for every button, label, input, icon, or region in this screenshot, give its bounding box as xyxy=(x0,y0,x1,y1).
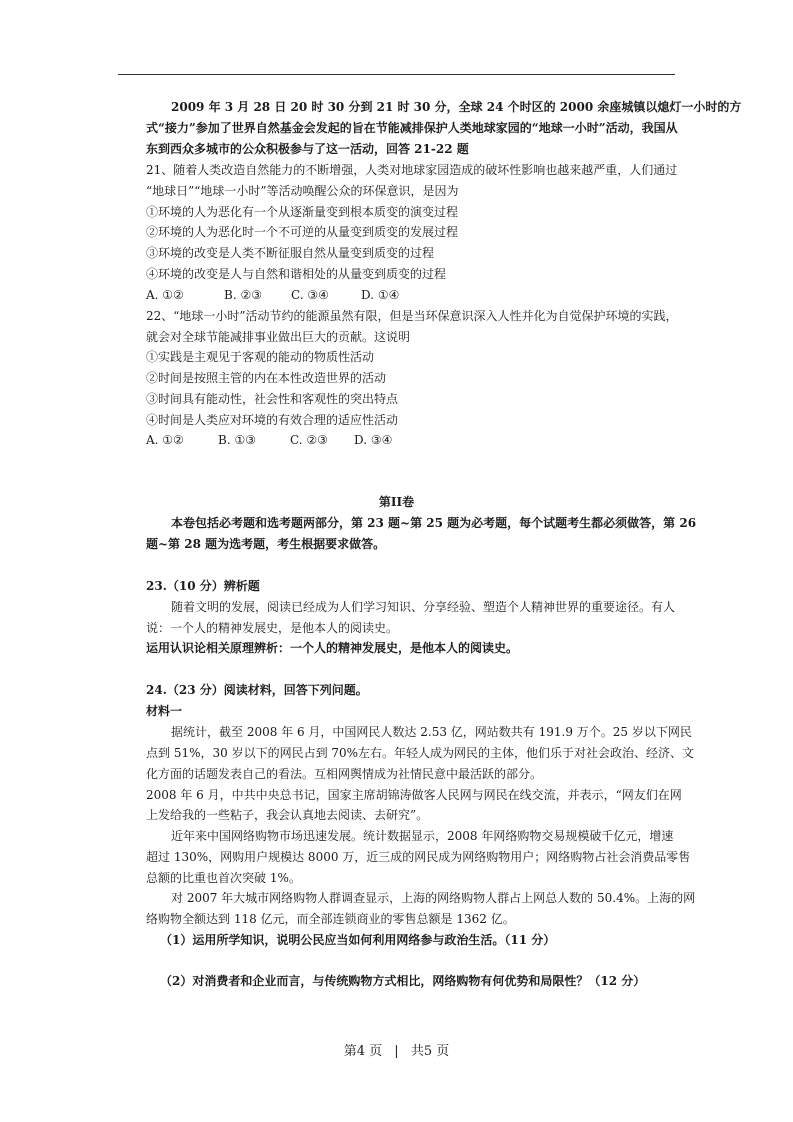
q22-choices xyxy=(146,432,392,448)
part2-desc-2: 题~第 28 题为选考题，考生根据要求做答。 xyxy=(146,537,386,551)
q24-material-label: 材料一 xyxy=(146,704,183,718)
intro-line-1: 2009 年 3 月 28 日 20 时 30 分到 21 时 30 分，全球 24 个时区的 2000 余座城镇以熄灯一小时的方 xyxy=(171,100,742,114)
q21-choice-c: C. ③④ xyxy=(291,288,329,302)
q22-item-2: ②时间是按照主管的内在本性改造世界的活动 xyxy=(146,371,387,385)
q22-stem-2: 就会对全球节能减排事业做出巨大的贡献。这说明 xyxy=(146,330,411,344)
q24-material-line-9: 对 2007 年大城市网络购物人群调查显示，上海的网络购物人群占上网总人数的 50.4%。上海的网 xyxy=(171,891,696,905)
q24-material-line-6: 近年来中国网络购物市场迅速发展。统计数据显示，2008 年网络购物交易规模破千亿元，增速 xyxy=(171,829,674,843)
page-number: 第4 页 xyxy=(343,1044,383,1059)
q21-item-1: ①环境的人为恶化有一个从逐渐量变到根本质变的演变过程 xyxy=(146,205,459,219)
q22-item-3: ③时间具有能动性，社会性和客观性的突出特点 xyxy=(146,392,399,406)
page-total: 共5 页 xyxy=(410,1044,450,1059)
page-footer xyxy=(0,1040,793,1059)
footer-separator: | xyxy=(394,1044,399,1059)
q22-item-4: ④时间是人类应对环境的有效合理的适应性活动 xyxy=(146,413,399,427)
q23-para-2: 说：一个人的精神发展史，是他本人的阅读史。 xyxy=(146,621,399,635)
q21-choices xyxy=(146,287,399,303)
q21-choice-b: B. ②③ xyxy=(224,288,262,302)
q22-item-1: ①实践是主观见于客观的能动的物质性活动 xyxy=(146,350,375,364)
q24-material-line-4: 2008 年 6 月，中共中央总书记，国家主席胡锦涛做客人民网与网民在线交流，并表示，“网友们在网 xyxy=(146,788,682,802)
q23-task: 运用认识论相关原理辨析：一个人的精神发展史，是他本人的阅读史。 xyxy=(146,641,519,655)
q24-heading: 24.（23 分）阅读材料，回答下列问题。 xyxy=(146,683,368,697)
intro-line-3: 东到西众多城市的公众积极参与了这一活动，回答 21-22 题 xyxy=(146,142,469,156)
q22-choice-c: C. ②③ xyxy=(290,433,328,447)
q21-choice-a: A. ①② xyxy=(146,288,184,302)
q23-heading: 23.（10 分）辨析题 xyxy=(146,579,260,593)
q22-choice-d: D. ③④ xyxy=(354,433,393,447)
q21-item-3: ③环境的改变是人类不断征服自然从量变到质变的过程 xyxy=(146,246,435,260)
part2-desc-1: 本卷包括必考题和选考题两部分，第 23 题~第 25 题为必考题，每个试题考生都必须做答，第 26 xyxy=(171,516,697,530)
q24-material-line-1: 据统计，截至 2008 年 6 月，中国网民人数达 2.53 亿，网站数共有 191.9 万个。25 岁以下网民 xyxy=(171,725,692,739)
q21-stem-1: 21、随着人类改造自然能力的不断增强，人类对地球家园造成的破坏性影响也越来越严重，人们通过 xyxy=(146,163,678,177)
q24-material-line-7: 超过 130%，网购用户规模达 8000 万，近三成的网民成为网络购物用户；网络购物占社会消费品零售 xyxy=(146,850,691,864)
q24-material-line-8: 总额的比重也首次突破 1%。 xyxy=(146,871,301,885)
header-rule xyxy=(118,74,675,75)
q23-para-1: 随着文明的发展，阅读已经成为人们学习知识、分享经验、塑造个人精神世界的重要途径。有人 xyxy=(171,600,676,614)
q24-material-line-3: 化方面的话题发表自己的看法。互相网舆情成为社情民意中最活跃的部分。 xyxy=(146,767,543,781)
q24-material-line-2: 点到 51%，30 岁以下的网民占到 70%左右。年轻人成为网民的主体，他们乐于对社会政治、经济、文 xyxy=(146,746,695,760)
part2-title: 第II卷 xyxy=(378,495,415,509)
q22-stem-1: 22、“地球一小时”活动节约的能源虽然有限，但是当环保意识深入人性并化为自觉保护环境的实践， xyxy=(146,309,678,323)
q21-item-2: ②环境的人为恶化时一个不可逆的从量变到质变的发展过程 xyxy=(146,225,459,239)
q24-subquestion-2: （2）对消费者和企业而言，与传统购物方式相比，网络购物有何优势和局限性？（12 分） xyxy=(160,974,646,988)
q21-choice-d: D. ①④ xyxy=(361,288,400,302)
q24-material-line-5: 上发给我的一些粘子，我会认真地去阅读、去研究”。 xyxy=(146,808,429,822)
q21-stem-2: “地球日”“地球一小时”等活动唤醒公众的环保意识，是因为 xyxy=(146,184,459,198)
q22-choice-b: B. ①③ xyxy=(218,433,256,447)
intro-line-2: 式“接力”参加了世界自然基金会发起的旨在节能减排保护人类地球家园的“地球一小时”活动，我国从 xyxy=(146,121,678,135)
q22-choice-a: A. ①② xyxy=(146,433,184,447)
q24-subquestion-1: （1）运用所学知识，说明公民应当如何利用网络参与政治生活。（11 分） xyxy=(160,933,556,947)
q21-item-4: ④环境的改变是人与自然和谐相处的从量变到质变的过程 xyxy=(146,267,447,281)
q24-material-line-10: 络购物全额达到 118 亿元，而全部连锁商业的零售总额是 1362 亿。 xyxy=(146,912,515,926)
